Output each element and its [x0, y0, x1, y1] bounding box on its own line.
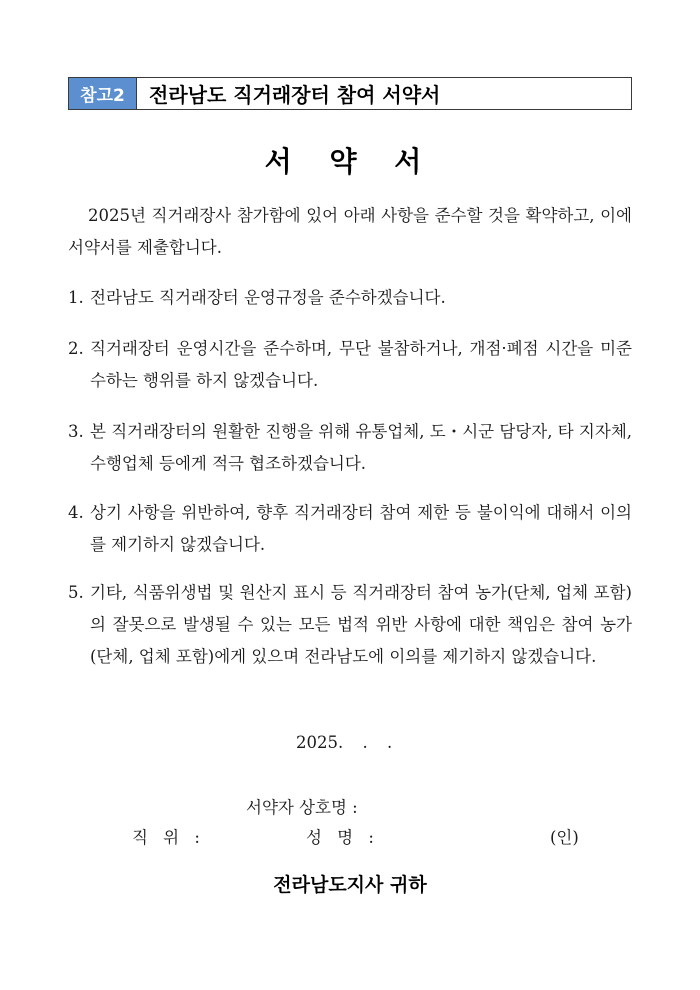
item-text: 기타, 식품위생법 및 원산지 표시 등 직거래장터 참여 농가(단체, 업체 포함)의 잘못으로 발생될 수 있는 모든 법적 위반 사항에 대한 책임은 참여 농가(단체, 업체 포함)에게 있으며 전라남도에 이의를 제기하지 않겠습니다.	[90, 583, 632, 666]
name-label: 성 명 :	[306, 828, 374, 847]
item-number: 4.	[68, 503, 84, 522]
pledge-item-5	[68, 577, 632, 673]
document-title: 서 약 서	[264, 145, 436, 178]
item-number: 5.	[68, 583, 84, 602]
reference-tag: 참고2	[69, 78, 137, 109]
signing-date: 2025. . .	[296, 733, 393, 752]
item-text: 전라남도 직거래장터 운영규정을 준수하겠습니다.	[90, 288, 446, 307]
position-label: 직 위 :	[132, 828, 200, 847]
pledge-item-2	[68, 333, 632, 397]
addressee: 전라남도지사 귀하	[273, 874, 427, 896]
item-text: 본 직거래장터의 원활한 진행을 위해 유통업체, 도・시군 담당자, 타 지자체, 수행업체 등에게 적극 협조하겠습니다.	[90, 422, 632, 473]
intro-paragraph: 2025년 직거래장사 참가함에 있어 아래 사항을 준수할 것을 확약하고, 이에 서약서를 제출합니다.	[68, 206, 632, 257]
item-number: 1.	[68, 288, 84, 307]
seal-mark: (인)	[550, 828, 579, 847]
item-number: 3.	[68, 422, 84, 441]
pledge-item-1	[68, 282, 632, 314]
company-name-label: 서약자 상호명 :	[246, 798, 358, 817]
pledge-item-4	[68, 497, 632, 561]
document-header	[68, 77, 632, 110]
item-number: 2.	[68, 339, 84, 358]
header-title: 전라남도 직거래장터 참여 서약서	[149, 83, 441, 107]
item-text: 직거래장터 운영시간을 준수하며, 무단 불참하거나, 개점·폐점 시간을 미준수하는 행위를 하지 않겠습니다.	[90, 339, 632, 390]
pledge-item-3	[68, 416, 632, 480]
item-text: 상기 사항을 위반하여, 향후 직거래장터 참여 제한 등 불이익에 대해서 이의를 제기하지 않겠습니다.	[90, 503, 632, 554]
